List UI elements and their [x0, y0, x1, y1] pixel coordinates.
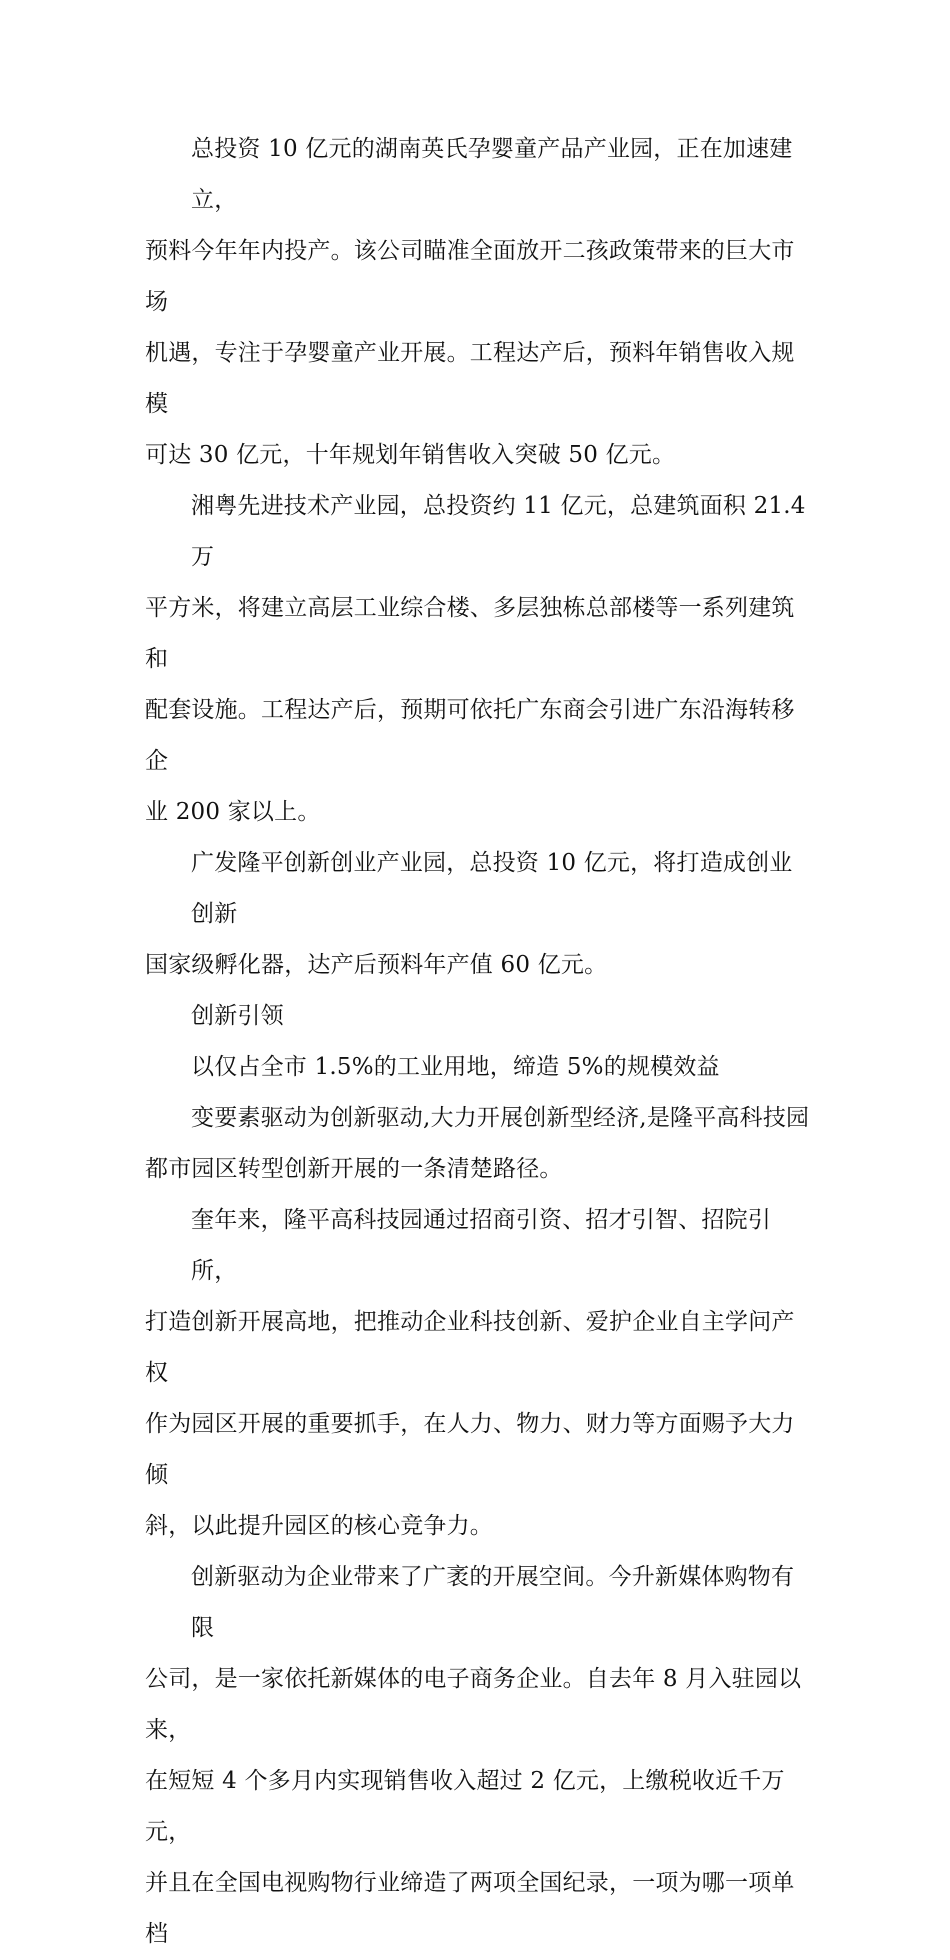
text-line: 斜，以此提升园区的核心竞争力。 [145, 1513, 493, 1539]
subheading-text: 以仅占全市 1.5%的工业用地，缔造 5%的规模效益 [191, 1054, 720, 1080]
text-line: 总投资 10 亿元的湖南英氏孕婴童产品产业园，正在加速建立， [191, 136, 793, 213]
text-line: 并且在全国电视购物行业缔造了两项全国纪录，一项为哪一项单档 [145, 1870, 795, 1947]
text-line: 变要素驱动为创新驱动,大力开展创新型经济,是隆平高科技园 [191, 1105, 810, 1131]
text-line: 作为园区开展的重要抓手，在人力、物力、财力等方面赐予大力倾 [145, 1411, 795, 1488]
text-line: 打造创新开展高地，把推动企业科技创新、爱护企业自主学问产权 [145, 1309, 795, 1386]
paragraph-guangfa-park [145, 838, 815, 991]
paragraph-yingshi-park [145, 124, 815, 481]
text-line: 广发隆平创新创业产业园，总投资 10 亿元，将打造成创业创新 [191, 850, 793, 927]
text-line: 奎年来，隆平高科技园通过招商引资、招才引智、招院引所， [191, 1207, 771, 1284]
text-line: 平方米，将建立高层工业综合楼、多层独栋总部楼等一系列建筑和 [145, 595, 795, 672]
text-line: 公司，是一家依托新媒体的电子商务企业。自去年 8 月入驻园以来， [145, 1666, 802, 1743]
text-line: 湘粤先进技术产业园，总投资约 11 亿元，总建筑面积 21.4 万 [191, 493, 806, 570]
text-line: 在短短 4 个多月内实现销售收入超过 2 亿元，上缴税收近千万元， [145, 1768, 785, 1845]
paragraph-innovation-path [145, 1093, 815, 1195]
section-subheading [145, 1042, 815, 1093]
text-line: 机遇，专注于孕婴童产业开展。工程达产后，预料年销售收入规模 [145, 340, 795, 417]
paragraph-jinsheng-media [145, 1552, 815, 1960]
text-line: 都市园区转型创新开展的一条清楚路径。 [145, 1156, 563, 1182]
text-line: 业 200 家以上。 [145, 799, 321, 825]
text-line: 创新驱动为企业带来了广袤的开展空间。今升新媒体购物有限 [191, 1564, 795, 1641]
text-line: 配套设施。工程达产后，预期可依托广东商会引进广东沿海转移企 [145, 697, 795, 774]
document-body [145, 124, 815, 1960]
text-line: 可达 30 亿元，十年规划年销售收入突破 50 亿元。 [145, 442, 676, 468]
heading-text: 创新引领 [191, 1003, 284, 1029]
text-line: 预料今年年内投产。该公司瞄准全面放开二孩政策带来的巨大市场 [145, 238, 795, 315]
paragraph-xiangyue-park [145, 481, 815, 838]
paragraph-recent-years [145, 1195, 815, 1552]
text-line: 国家级孵化器，达产后预料年产值 60 亿元。 [145, 952, 608, 978]
section-heading [145, 991, 815, 1042]
